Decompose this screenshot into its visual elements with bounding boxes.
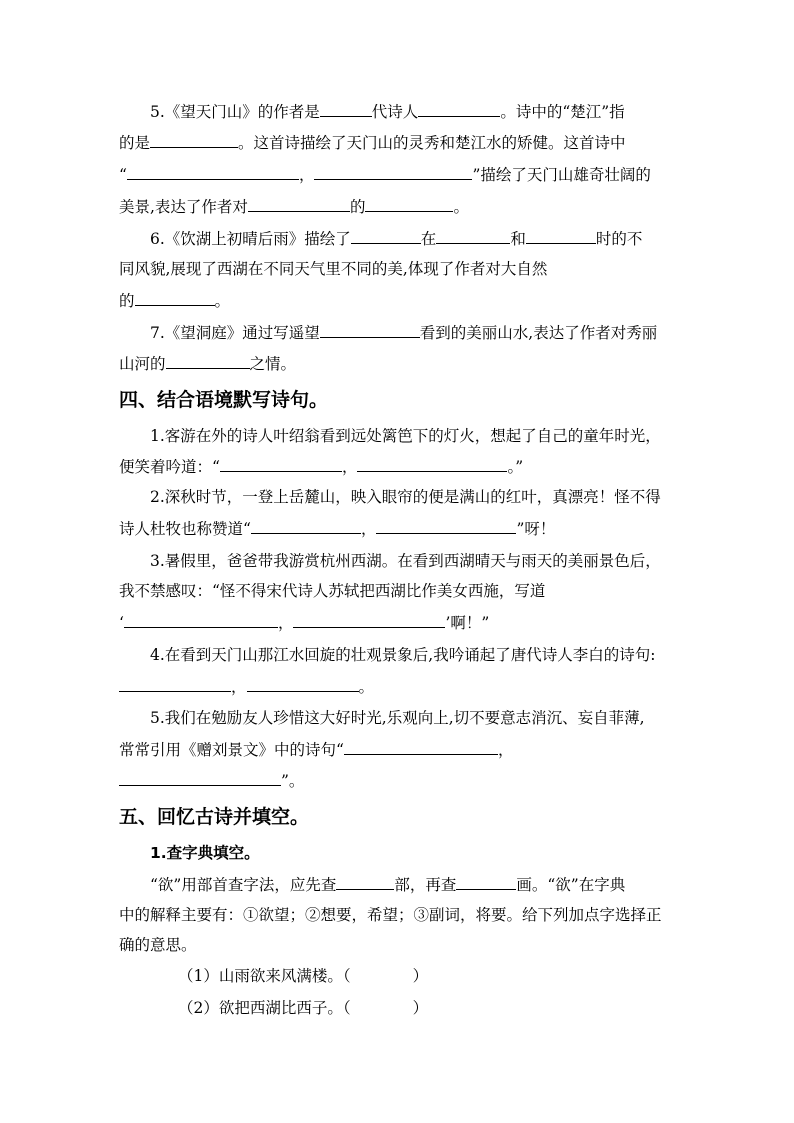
blank[interactable] <box>344 739 498 755</box>
blank[interactable] <box>135 290 215 306</box>
s5-p3: 确的意思。 <box>119 936 197 954</box>
s4-q1-line2: 便笑着吟道：“ ， 。” <box>119 458 524 476</box>
blank[interactable] <box>320 101 372 117</box>
section4-title: 四、结合语境默写诗句。 <box>119 389 329 411</box>
s3-q5-line4: 美景,表达了作者对 的 。 <box>119 198 469 216</box>
blank[interactable] <box>376 518 516 534</box>
s4-q5-line2: 常常引用《赠刘景文》中的诗句“ ， <box>119 741 514 759</box>
blank[interactable] <box>293 612 445 628</box>
blank[interactable] <box>124 612 278 628</box>
s3-q5-line3: “ ， ”描绘了天门山雄奇壮阔的 <box>119 166 651 184</box>
s5-item1: （1）山雨欲来风满楼。（ ） <box>178 967 429 985</box>
s3-q6-line3: 的 。 <box>119 292 231 310</box>
blank[interactable] <box>127 164 299 180</box>
s3-q6-line1: 6.《饮湖上初晴后雨》描绘了 在 和 时的不 <box>150 230 643 248</box>
s3-q6-line2: 同风貌,展现了西湖在不同天气里不同的美,体现了作者对大自然 <box>119 260 548 278</box>
s5-item2: （2）欲把西湖比西子。（ ） <box>178 999 429 1017</box>
s4-q2-line2: 诗人杜牧也称赞道“ ， ”呀！ <box>119 520 556 538</box>
s3-q5-line1: 5.《望天门山》的作者是 代诗人 。诗中的“楚江”指 <box>150 103 625 121</box>
s3-q7-line1: 7.《望洞庭》通过写遥望 看到的美丽山水,表达了作者对秀丽 <box>150 324 658 342</box>
blank[interactable] <box>220 456 342 472</box>
blank[interactable] <box>526 228 596 244</box>
blank[interactable] <box>320 322 420 338</box>
blank[interactable] <box>357 456 507 472</box>
blank[interactable] <box>456 874 516 890</box>
s4-q3-line3: ‘ ， ’啊！” <box>119 614 490 632</box>
s4-q1-line1: 1.客游在外的诗人叶绍翁看到远处篱笆下的灯火，想起了自己的童年时光， <box>150 427 661 445</box>
blank[interactable] <box>436 228 510 244</box>
s4-q2-line1: 2.深秋时节，一登上岳麓山，映入眼帘的便是满山的红叶，真漂亮！怪不得 <box>150 488 661 506</box>
s5-p2: 中的解释主要有：①欲望；②想要，希望；③副词，将要。给下列加点字选择正 <box>119 906 662 924</box>
blank[interactable] <box>418 101 500 117</box>
blank[interactable] <box>248 196 350 212</box>
blank[interactable] <box>351 228 421 244</box>
blank[interactable] <box>365 196 453 212</box>
blank[interactable] <box>251 518 361 534</box>
blank[interactable] <box>150 132 238 148</box>
section5-title: 五、回忆古诗并填空。 <box>119 806 310 828</box>
blank[interactable] <box>166 353 250 369</box>
s4-q4-line1: 4.在看到天门山那江水回旋的壮观景象后,我吟诵起了唐代诗人李白的诗句: <box>150 646 656 664</box>
blank[interactable] <box>119 676 231 692</box>
s4-q4-line2: ， 。 <box>119 676 679 697</box>
blank[interactable] <box>314 164 472 180</box>
s5-sub1: 1.查字典填空。 <box>150 844 260 862</box>
blank[interactable] <box>336 874 394 890</box>
s3-q7-line2: 山河的 之情。 <box>119 355 297 373</box>
s4-q3-line2: 我不禁感叹：“怪不得宋代诗人苏轼把西湖比作美女西施，写道 <box>119 582 546 600</box>
s3-q5-line2: 的是 。这首诗描绘了天门山的灵秀和楚江水的矫健。这首诗中 <box>119 134 626 152</box>
s4-q5-line1: 5.我们在勉励友人珍惜这大好时光,乐观向上,切不要意志消沉、妄自菲薄, <box>150 709 645 727</box>
s4-q5-line3: ”。 <box>119 770 679 791</box>
s5-p1: “欲”用部首查字法，应先查 部，再查 画。“欲”在字典 <box>150 876 626 894</box>
blank[interactable] <box>119 770 281 786</box>
blank[interactable] <box>247 676 359 692</box>
s4-q3-line1: 3.暑假里，爸爸带我游赏杭州西湖。在看到西湖晴天与雨天的美丽景色后， <box>150 552 661 570</box>
